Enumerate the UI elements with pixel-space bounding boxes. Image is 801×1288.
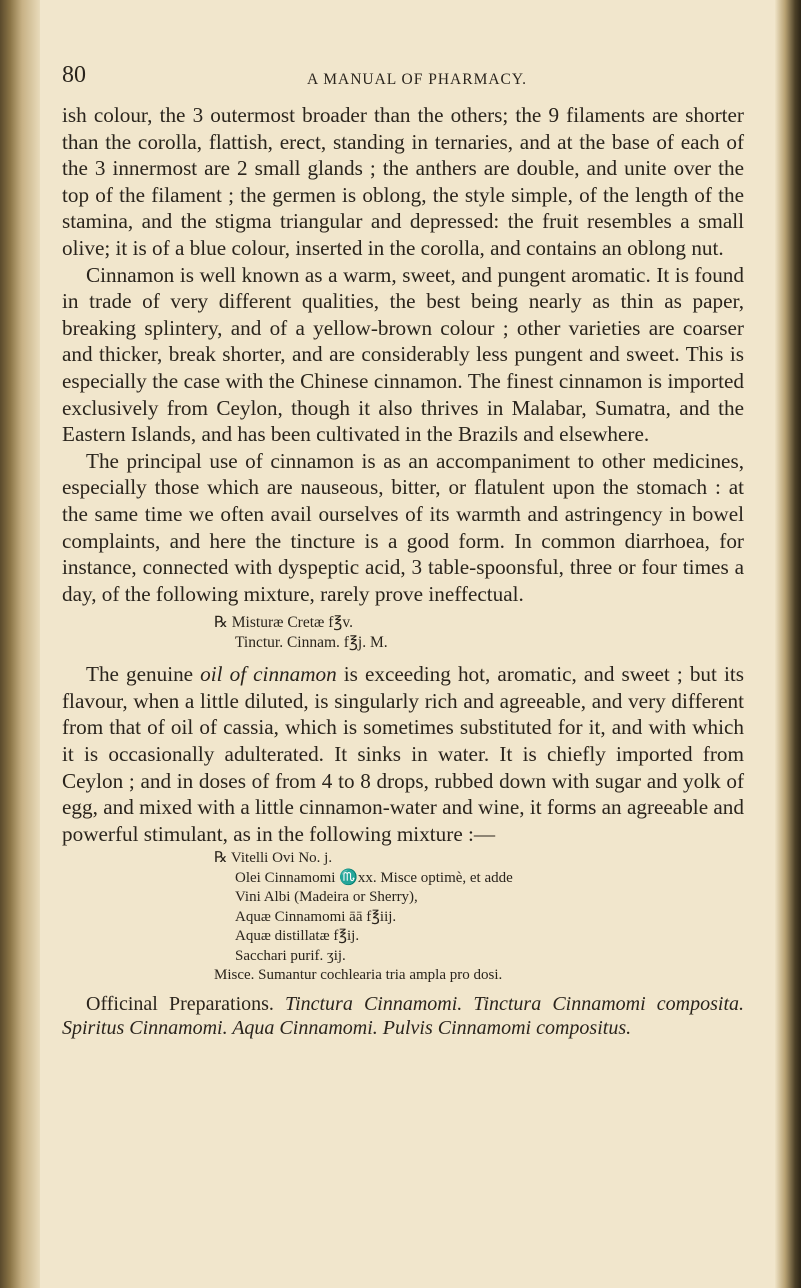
prescription-1 xyxy=(214,613,744,653)
page-number: 80 xyxy=(62,62,86,88)
prescription-1-line-1: ℞ Misturæ Cretæ f℥v. xyxy=(214,614,353,632)
prescription-2-line-5: Aquæ distillatæ f℥ij. xyxy=(235,928,360,945)
paragraph-4-rest: is exceeding hot, aromatic, and sweet ; but its flavour, when a little diluted, is singularly rich and agreeable, and very different from that of oil of cassia, which is sometimes substituted for it, and with which it is occasionally adulterated. It sinks in water. It is chiefly imported from Ceylon ; and in doses of from 4 to 8 drops, rubbed down with sugar and yolk of egg, and mixed with a little cinnamon-water and wine, it forms an agreeable and powerful stimulant, as in the following mixture :— xyxy=(62,662,744,846)
prescription-2-line-2: Olei Cinnamomi ♏xx. Misce optimè, et adde xyxy=(235,869,513,886)
officinal-preparations xyxy=(62,992,744,1041)
paragraph-2: Cinnamon is well known as a warm, sweet, and pungent aromatic. It is found in trade of very different qualities, the best being nearly as thin as paper, breaking splintery, and of a yellow-brown colour ; other varieties are coarser and thicker, break shorter, and are considerably less pungent and sweet. This is especially the case with the Chinese cinnamon. The finest cinnamon is imported exclusively from Ceylon, though it also thrives in Malabar, Sumatra, and the Eastern Islands, and has been cultivated in the Brazils and elsewhere. xyxy=(62,262,744,447)
prescription-2-line-3: Vini Albi (Madeira or Sherry), xyxy=(235,889,418,906)
paragraph-3: The principal use of cinnamon is as an accompaniment to other medicines, especially those which are nauseous, bitter, or flatulent upon the stomach : at the same time we often avail ourselves of its warmth and astringency in bowel complaints, and here the tincture is a good form. In common diarrhoea, for instance, connected with dyspeptic acid, 3 table-spoonsful, three or four times a day, of the following mixture, rarely prove ineffectual. xyxy=(62,448,744,606)
running-head: A MANUAL OF PHARMACY. xyxy=(307,71,527,88)
prescription-2 xyxy=(214,849,744,986)
officinal-lead: Officinal Preparations. xyxy=(86,992,286,1015)
book-page xyxy=(62,62,744,1041)
prescription-2-line-6: Sacchari purif. ʒij. xyxy=(235,947,346,964)
prescription-2-line-1: ℞ Vitelli Ovi No. j. xyxy=(214,850,333,867)
prescription-2-line-7: Misce. Sumantur cochlearia tria ampla pro dosi. xyxy=(214,967,503,984)
page-edge-right xyxy=(775,0,801,1288)
officinal-items: Tinctura Cinnamomi. Tinctura Cinnamomi composita. Spiritus Cinnamomi. Aqua Cinnamomi. Pulvis Cinnamomi compositus. xyxy=(62,992,745,1040)
page-header xyxy=(62,62,744,102)
paragraph-1: ish colour, the 3 outermost broader than the others; the 9 filaments are shorter than the corolla, flattish, erect, standing in ternaries, and at the base of each of the 3 innermost are 2 small glands ; the anthers are double, and unite over the top of the filament ; the germen is oblong, the style simple, of the length of the stamina, and the stigma triangular and depressed: the fruit resembles a small olive; it is of a blue colour, inserted in the corolla, and contains an oblong nut. xyxy=(62,103,744,260)
paragraph-4 xyxy=(62,661,744,847)
paragraph-4-lead: The genuine xyxy=(86,662,201,687)
prescription-2-line-4: Aquæ Cinnamomi āā f℥iij. xyxy=(235,908,397,925)
prescription-1-line-2: Tinctur. Cinnam. f℥j. M. xyxy=(235,634,388,652)
paragraph-4-italic: oil of cinnamon xyxy=(200,662,337,687)
book-gutter-left xyxy=(0,0,40,1288)
